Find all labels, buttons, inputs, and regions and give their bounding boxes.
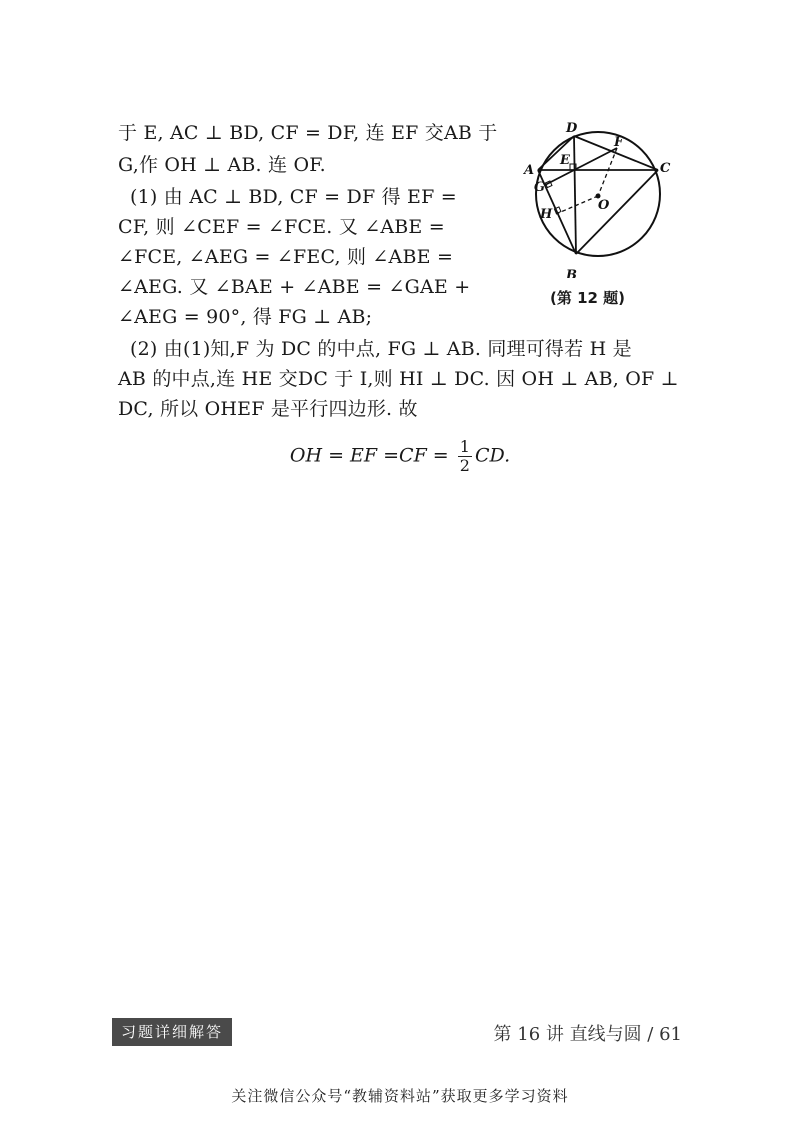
circle-figure: [522, 118, 672, 278]
text-line-4: CF, 则 ∠CEF = ∠FCE. 又 ∠ABE =: [118, 216, 445, 238]
label-A: A: [524, 163, 535, 178]
label-H: H: [540, 207, 553, 222]
text-line-7: ∠AEG = 90°, 得 FG ⊥ AB;: [118, 306, 373, 328]
label-O: O: [598, 198, 610, 213]
text-line-1: 于 E, AC ⊥ BD, CF = DF, 连 EF 交AB 于: [118, 122, 498, 144]
label-G: G: [534, 180, 546, 195]
label-C: C: [660, 161, 671, 176]
label-E: E: [560, 153, 570, 168]
formula: OH = EF =CF = $\frac{1}{2}$ CD.: [289, 437, 511, 475]
watermark-text: 关注微信公众号“教辅资料站”获取更多学习资料: [231, 1087, 569, 1105]
text-line-8: (2) 由(1)知,F 为 DC 的中点, FG ⊥ AB. 同理可得若 H 是: [130, 338, 632, 360]
section-badge: 习题详细解答: [112, 1018, 232, 1046]
label-D: D: [566, 121, 578, 136]
text-line-9: AB 的中点,连 HE 交DC 于 I,则 HI ⊥ DC. 因 OH ⊥ AB, OF ⊥: [118, 368, 679, 390]
text-line-5: ∠FCE, ∠AEG = ∠FEC, 则 ∠ABE =: [118, 246, 454, 268]
fraction-half: $\frac{1}{2}$: [459, 437, 470, 475]
text-line-2: G,作 OH ⊥ AB. 连 OF.: [118, 154, 326, 176]
label-B: B: [566, 268, 577, 278]
figure-caption: (第 12 题): [550, 289, 626, 307]
text-line-3: (1) 由 AC ⊥ BD, CF = DF 得 EF =: [130, 186, 457, 208]
page-footer: 第 16 讲 直线与圆 / 61: [493, 1024, 682, 1045]
text-line-6: ∠AEG. 又 ∠BAE + ∠ABE = ∠GAE +: [118, 276, 471, 298]
text-line-10: DC, 所以 OHEF 是平行四边形. 故: [118, 398, 418, 420]
label-F: F: [614, 135, 624, 150]
